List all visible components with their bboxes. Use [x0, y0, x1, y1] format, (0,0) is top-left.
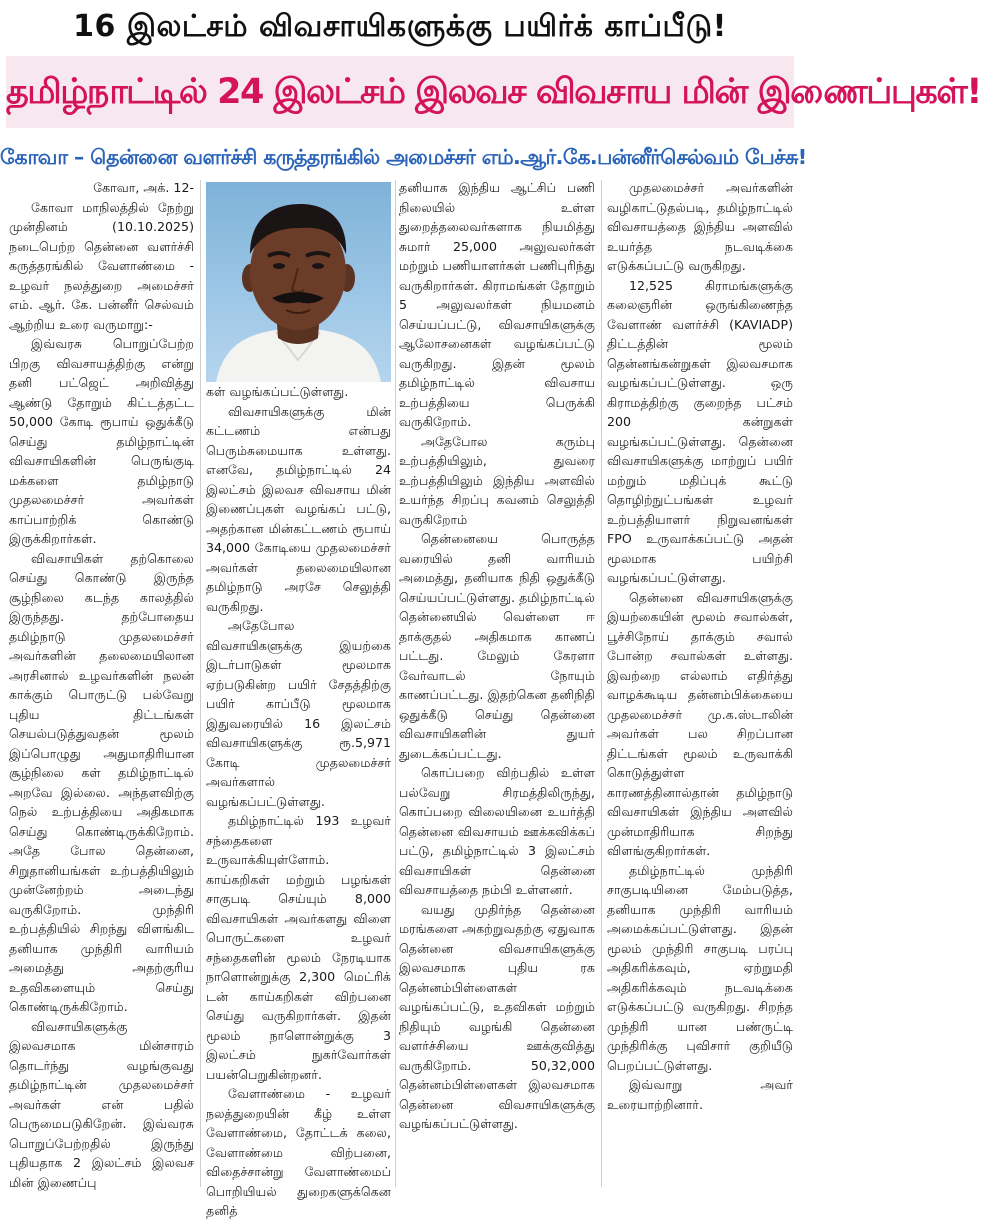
article-column-2: [206, 178, 391, 1218]
paragraph: வயது முதிர்ந்த தென்னை மரங்களை அகற்றுவதற்கு ஏதுவாக தென்னை விவசாயிகளுக்கு இலவசமாக புதிய ரக தென்னம்பிள்ளைகள் வழங்கப்பட்டு, உதவிகள் மற்றும் நிதியும் வழங்கி தென்னை வளர்ச்சியை ஊக்குவித்து வருகிறோம். 50,32,000 தென்னம்பிள்ளைகள் இலவசமாக தென்னை விவசாயிகளுக்கு வழங்கப்பட்டுள்ளது.: [399, 901, 595, 1131]
paragraph: கொப்பறை விற்பதில் உள்ள பல்வேறு சிரமத்திலிருந்து, கொப்பறை விலையினை உயர்த்தி தென்னை விவசாயம் ஊக்கவிக்கப் பட்டு, தமிழ்நாட்டில் 3 இலட்சம் விவசாயிகள் தென்னை விவசாயத்தை நம்பி உள்ளனர்.: [399, 765, 595, 897]
paragraph: தமிழ்நாட்டில் 193 உழவர் சந்தைகளை உருவாக்கியுள்ளோம். காய்கறிகள் மற்றும் பழங்கள் சாகுபடி செய்யும் 8,000 விவசாயிகள் அவர்களது விளை பொருட்களை உழவர் சந்தைகளின் மூலம் நேரடியாக நாளொன்றுக்கு 2,300 மெட்ரிக் டன் காய்கறிகள் விற்பனை செய்து வருகிறார்கள். இதன் மூலம் நாளொன்றுக்கு 3 இலட்சம் நுகர்வோர்கள் பயன்பெறுகின்றனர்.: [206, 813, 391, 1082]
column-rule: [395, 180, 396, 1187]
paragraph: தென்னை விவசாயிகளுக்கு இயற்கையின் மூலம் சவால்கள், பூச்சிநோய் தாக்கும் சவால் போன்ற சவால்கள் உள்ளது. இவற்றை எல்லாம் எதிர்த்து வாழக்கூடிய தன்னம்பிக்கையை முதலமைச்சர் மு.க.ஸ்டாலின் அவர்கள் பல சிறப்பான திட்டங்கள் மூலம் உருவாக்கி கொடுத்துள்ள காரணத்தினால்தான் தமிழ்நாடு விவசாயிகள் இந்திய அளவில் முன்மாதிரியாக சிறந்து விளங்குகிறார்கள்.: [607, 589, 793, 858]
headline-top: 16 இலட்சம் விவசாயிகளுக்கு பயிர்க் காப்பீடு!: [73, 9, 727, 44]
paragraph: அதேபோல விவசாயிகளுக்கு இயற்கை இடர்பாடுகள் மூலமாக ஏற்படுகின்ற பயிர் சேதத்திற்கு பயிர் காப்பீடு மூலமாக இதுவரையில் 16 இலட்சம் விவசாயிகளுக்கு ரூ.5,971 கோடி முதலமைச்சர் அவர்களால் வழங்கப்பட்டுள்ளது.: [206, 618, 391, 809]
paragraph: 12,525 கிராமங்களுக்கு கலைஞரின் ஒருங்கிணைந்த வேளாண் வளர்ச்சி (KAVIADP) திட்டத்தின் மூலம் தென்னங்கன்றுகள் இலவசமாக வழங்கப்பட்டுள்ளது. ஒரு கிராமத்திற்கு குறைந்த பட்சம் 200 கன்றுகள் வழங்கப்பட்டுள்ளது. தென்னை விவசாயிகளுக்கு மாற்றுப் பயிர் மற்றும் மதிப்புக் கூட்டு தொழிற்நுட்பங்கள் உழவர் உற்பத்தியாளர் நிறுவனங்கள் FPO உருவாக்கப்பட்டு அதன் மூலமாக பயிற்சி வழங்கப்பட்டுள்ளது.: [607, 277, 793, 585]
paragraph: விவசாயிகளுக்கு இலவசமாக மின்சாரம் தொடர்ந்து வழங்குவது தமிழ்நாட்டின் முதலமைச்சர் அவர்கள் என் பதில் பெருமைபடுகிறேன். இவ்வரசு பொறுப்பேற்றதில் இருந்து புதியதாக 2 இலட்சம் இலவச மின் இணைப்பு: [9, 1018, 194, 1190]
paragraph: முதலமைச்சர் அவர்களின் வழிகாட்டுதல்படி, தமிழ்நாட்டில் விவசாயத்தை இந்திய அளவில் உயர்த்த நடவடிக்கை எடுக்கப்பட்டு வருகிறது.: [607, 180, 793, 273]
photo-space: [206, 178, 391, 382]
paragraph: வேளாண்மை - உழவர் நலத்துறையின் கீழ் உள்ள வேளாண்மை, தோட்டக் கலை, வேளாண்மை விற்பனை, விதைச்சான்று வேளாண்மைப் பொறியியல் துறைகளுக்கென தனித்: [206, 1086, 391, 1218]
column-rule: [200, 180, 201, 1187]
dateline: கோவா, அக். 12-: [93, 180, 194, 195]
paragraph: இவ்வரசு பொறுப்பேற்ற பிறகு விவசாயத்திற்கு என்று தனி பட்ஜெட் அறிவித்து ஆண்டு தோறும் கிட்டத்தட்ட 50,000 கோடி ரூபாய் ஒதுக்கீடு செய்து தமிழ்நாட்டின் விவசாயிகளின் பெருங்குடி மக்களை தமிழ்நாடு முதலமைச்சர் அவர்கள் காப்பாற்றிக் கொண்டு இருக்கிறார்கள்.: [9, 336, 194, 546]
paragraph: விவசாயிகள் தற்கொலை செய்து கொண்டு இருந்த சூழ்நிலை கடந்த காலத்தில் இருந்தது. தற்போதைய தமிழ்நாடு முதலமைச்சர் அவர்களின் தலைமையிலான அரசினால் உழவர்களின் நலன் காக்கும் பொருட்டு பல்வேறு புதிய திட்டங்கள் செயல்படுத்துவதன் மூலம் இப்பொழுது அதுமாதிரியான சூழ்நிலை கள் தமிழ்நாட்டில் அறவே இல்லை. அந்தளவிற்கு நெல் உற்பத்தியை அதிகமாக செய்து கொண்டிருக்கிறோம். அதே போல தென்னை, சிறுதானியங்கள் உற்பத்தியிலும் முன்னேற்றம் அடைந்து வருகிறோம். முந்திரி உற்பத்தியில் சிறந்து விளங்கிட தனியாக முந்திரி வாரியம் அமைத்து அதற்குரிய உதவிகளையும் செய்து கொண்டிருக்கிறோம்.: [9, 550, 194, 1014]
article-column-4: [607, 178, 793, 1189]
paragraph: கள் வழங்கப்பட்டுள்ளது.: [206, 384, 349, 399]
paragraph: விவசாயிகளுக்கு மின் கட்டணம் என்பது பெரும்சுமையாக உள்ளது. எனவே, தமிழ்நாட்டில் 24 இலட்சம் இலவச விவசாய மின் இணைப்புகள் வழங்கப் பட்டு, அதற்கான மின்கட்டணம் ரூபாய் 34,000 கோடியை முதலமைச்சர் அவர்கள் தலைமையிலான தமிழ்நாடு அரசே செலுத்தி வருகிறது.: [206, 403, 391, 614]
paragraph: கோவா மாநிலத்தில் நேற்று முன்தினம் (10.10.2025) நடைபெற்ற தென்னை வளர்ச்சி கருத்தரங்கில் வேளாண்மை - உழவர் நலத்துறை அமைச்சர் எம். ஆர். கே. பன்னீர் செல்வம் ஆற்றிய உரை வருமாறு:-: [9, 199, 194, 332]
paragraph: தமிழ்நாட்டில் முந்திரி சாகுபடியினை மேம்படுத்த, தனியாக முந்திரி வாரியம் அமைக்கப்பட்டுள்ளது. இதன் மூலம் முந்திரி சாகுபடி பரப்பு அதிகரிக்கவும், ஏற்றுமதி அதிகரிக்கவும் நடவடிக்கை எடுக்கப்பட்டு வருகிறது. சிறந்த முந்திரி யான பண்ருட்டி முந்திரிக்கு புவிசார் குறியீடு பெறப்பட்டுள்ளது.: [607, 862, 793, 1073]
column-rule: [601, 180, 602, 1187]
headline-main: தமிழ்நாட்டில் 24 இலட்சம் இலவச விவசாய மின் இணைப்புகள்!: [6, 56, 794, 128]
paragraph: இவ்வாறு அவர் உரையாற்றினார்.: [607, 1077, 793, 1112]
paragraph: அதேபோல கரும்பு உற்பத்தியிலும், துவரை உற்பத்தியிலும் இந்திய அளவில் உயர்ந்த சிறப்பு கவனம் செலுத்தி வருகிறோம்: [399, 433, 595, 527]
paragraph: தனியாக இந்திய ஆட்சிப் பணி நிலையில் உள்ள துறைத்தலைவர்களாக நியமித்து சுமார் 25,000 அலுவலர்கள் மற்றும் பணியாளர்கள் பணிபுரிந்து வருகிறார்கள். கிராமங்கள் தோறும் 5 அலுவலர்கள் நியமனம் செய்யப்பட்டு, விவசாயிகளுக்கு ஆலோசனைகள் வழங்கப்பட்டு வருகிறது. இதன் மூலம் தமிழ்நாட்டில் விவசாய உற்பத்தியை பெருக்கி வருகிறோம்.: [399, 180, 595, 429]
article-column-3: [399, 178, 595, 1189]
subheadline: கோவா – தென்னை வளர்ச்சி கருத்தரங்கில் அமைச்சர் எம்.ஆர்.கே.பன்னீர்செல்வம் பேச்சு!: [0, 145, 807, 169]
paragraph: தென்னையை பொருத்த வரையில் தனி வாரியம் அமைத்து, தனியாக நிதி ஒதுக்கீடு செய்யப்பட்டுள்ளது. தமிழ்நாட்டில் தென்னையில் வெள்ளை ஈ தாக்குதல் அதிகமாக காணப் பட்டது. மேலும் கேரளா வேர்வாடல் நோயும் காணப்பட்டது. இதற்கென தனிநிதி ஒதுக்கீடு செய்து தென்னை விவசாயிகளின் துயர் துடைக்கப்பட்டது.: [399, 531, 595, 761]
article-column-1: [9, 178, 194, 1189]
